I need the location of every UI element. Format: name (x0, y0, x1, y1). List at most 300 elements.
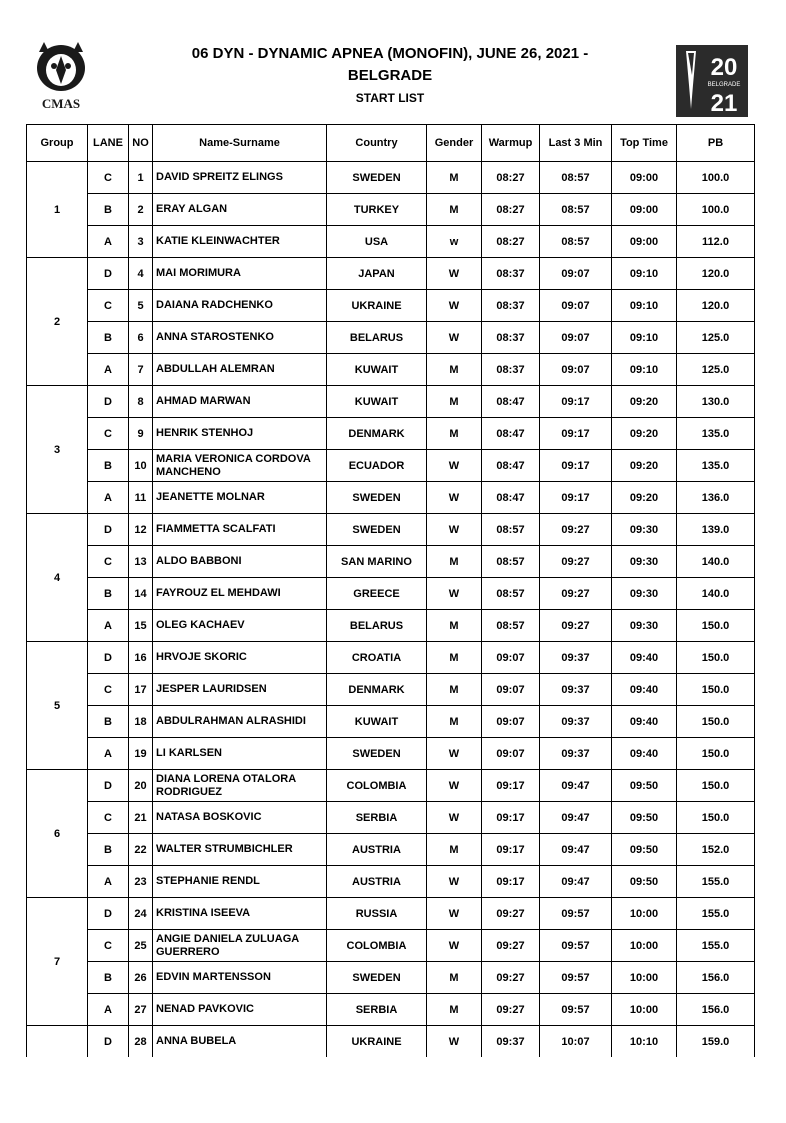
country-cell: SWEDEN (327, 738, 427, 770)
toptime-cell: 09:10 (612, 322, 677, 354)
name-cell: DAIANA RADCHENKO (153, 290, 327, 322)
warmup-cell: 08:27 (482, 194, 540, 226)
name-cell: KRISTINA ISEEVA (153, 898, 327, 930)
warmup-cell: 08:47 (482, 418, 540, 450)
country-cell: SWEDEN (327, 482, 427, 514)
number-cell: 12 (129, 514, 153, 546)
table-row (27, 258, 755, 290)
last3-cell: 09:27 (540, 610, 612, 642)
col-header-toptime: Top Time (612, 125, 677, 162)
lane-cell: C (88, 930, 129, 962)
gender-cell: W (427, 930, 482, 962)
toptime-cell: 10:00 (612, 962, 677, 994)
toptime-cell: 09:00 (612, 162, 677, 194)
gender-cell: M (427, 642, 482, 674)
warmup-cell: 08:37 (482, 290, 540, 322)
lane-cell: B (88, 578, 129, 610)
name-cell: ABDULRAHMAN ALRASHIDI (153, 706, 327, 738)
warmup-cell: 09:27 (482, 962, 540, 994)
gender-cell: W (427, 450, 482, 482)
gender-cell: W (427, 770, 482, 802)
name-cell: NATASA BOSKOVIC (153, 802, 327, 834)
toptime-cell: 09:10 (612, 354, 677, 386)
lane-cell: B (88, 322, 129, 354)
col-header-last3: Last 3 Min (540, 125, 612, 162)
lane-cell: A (88, 994, 129, 1026)
table-row (27, 194, 755, 226)
country-cell: KUWAIT (327, 706, 427, 738)
table-row (27, 386, 755, 418)
number-cell: 6 (129, 322, 153, 354)
number-cell: 13 (129, 546, 153, 578)
warmup-cell: 09:17 (482, 802, 540, 834)
name-cell: ALDO BABBONI (153, 546, 327, 578)
gender-cell: M (427, 706, 482, 738)
gender-cell: W (427, 290, 482, 322)
toptime-cell: 10:00 (612, 994, 677, 1026)
warmup-cell: 08:57 (482, 546, 540, 578)
name-cell: ERAY ALGAN (153, 194, 327, 226)
pb-cell: 139.0 (677, 514, 755, 546)
lane-cell: A (88, 226, 129, 258)
last3-cell: 09:07 (540, 354, 612, 386)
table-row (27, 642, 755, 674)
toptime-cell: 09:40 (612, 642, 677, 674)
warmup-cell: 08:37 (482, 258, 540, 290)
group-cell: 2 (27, 258, 88, 386)
toptime-cell: 09:20 (612, 418, 677, 450)
name-cell: MAI MORIMURA (153, 258, 327, 290)
gender-cell: M (427, 546, 482, 578)
gender-cell: M (427, 610, 482, 642)
gender-cell: W (427, 802, 482, 834)
warmup-cell: 08:37 (482, 354, 540, 386)
page-title-line2: BELGRADE (347, 67, 433, 84)
lane-cell: D (88, 514, 129, 546)
pb-cell: 155.0 (677, 898, 755, 930)
country-cell: BELARUS (327, 322, 427, 354)
last3-cell: 09:57 (540, 930, 612, 962)
table-row (27, 898, 755, 930)
toptime-cell: 09:40 (612, 706, 677, 738)
pb-cell: 150.0 (677, 706, 755, 738)
toptime-cell: 09:30 (612, 514, 677, 546)
gender-cell: M (427, 834, 482, 866)
country-cell: DENMARK (327, 674, 427, 706)
table-header-row (27, 125, 755, 162)
country-cell: SWEDEN (327, 514, 427, 546)
toptime-cell: 09:40 (612, 738, 677, 770)
name-cell: FIAMMETTA SCALFATI (153, 514, 327, 546)
gender-cell: W (427, 514, 482, 546)
country-cell: COLOMBIA (327, 770, 427, 802)
last3-cell: 09:37 (540, 642, 612, 674)
lane-cell: D (88, 386, 129, 418)
table-row (27, 770, 755, 802)
toptime-cell: 10:10 (612, 1026, 677, 1058)
warmup-cell: 09:07 (482, 642, 540, 674)
toptime-cell: 09:50 (612, 770, 677, 802)
pb-cell: 150.0 (677, 770, 755, 802)
pb-cell: 135.0 (677, 418, 755, 450)
toptime-cell: 09:40 (612, 674, 677, 706)
table-row (27, 994, 755, 1026)
name-cell: ANNA BUBELA (153, 1026, 327, 1058)
country-cell: AUSTRIA (327, 866, 427, 898)
last3-cell: 09:17 (540, 386, 612, 418)
number-cell: 21 (129, 802, 153, 834)
table-row (27, 610, 755, 642)
last3-cell: 09:57 (540, 962, 612, 994)
pb-cell: 120.0 (677, 258, 755, 290)
warmup-cell: 09:27 (482, 930, 540, 962)
gender-cell: W (427, 482, 482, 514)
table-row (27, 450, 755, 482)
number-cell: 20 (129, 770, 153, 802)
gender-cell: M (427, 194, 482, 226)
group-cell: 1 (27, 162, 88, 258)
toptime-cell: 10:00 (612, 898, 677, 930)
number-cell: 1 (129, 162, 153, 194)
toptime-cell: 10:00 (612, 930, 677, 962)
toptime-cell: 09:50 (612, 866, 677, 898)
toptime-cell: 09:10 (612, 258, 677, 290)
col-header-group: Group (27, 125, 88, 162)
number-cell: 8 (129, 386, 153, 418)
col-header-warmup: Warmup (482, 125, 540, 162)
warmup-cell: 08:57 (482, 514, 540, 546)
lane-cell: C (88, 674, 129, 706)
pb-cell: 100.0 (677, 194, 755, 226)
country-cell: KUWAIT (327, 354, 427, 386)
lane-cell: A (88, 738, 129, 770)
number-cell: 2 (129, 194, 153, 226)
country-cell: GREECE (327, 578, 427, 610)
pb-cell: 112.0 (677, 226, 755, 258)
number-cell: 15 (129, 610, 153, 642)
warmup-cell: 08:47 (482, 386, 540, 418)
warmup-cell: 09:07 (482, 738, 540, 770)
warmup-cell: 08:37 (482, 322, 540, 354)
lane-cell: C (88, 802, 129, 834)
pb-cell: 159.0 (677, 1026, 755, 1058)
pb-cell: 100.0 (677, 162, 755, 194)
cmas-logo-text: CMAS (41, 96, 81, 111)
warmup-cell: 08:47 (482, 450, 540, 482)
pb-cell: 150.0 (677, 642, 755, 674)
gender-cell: M (427, 418, 482, 450)
col-header-name: Name-Surname (153, 125, 327, 162)
gender-cell: M (427, 162, 482, 194)
col-header-pb: PB (677, 125, 755, 162)
number-cell: 10 (129, 450, 153, 482)
table-row (27, 1026, 755, 1058)
number-cell: 9 (129, 418, 153, 450)
name-cell: MARIA VERONICA CORDOVA MANCHENO (153, 450, 327, 482)
warmup-cell: 08:27 (482, 162, 540, 194)
country-cell: SAN MARINO (327, 546, 427, 578)
country-cell: ECUADOR (327, 450, 427, 482)
last3-cell: 09:07 (540, 290, 612, 322)
country-cell: SWEDEN (327, 962, 427, 994)
number-cell: 4 (129, 258, 153, 290)
country-cell: SERBIA (327, 802, 427, 834)
lane-cell: A (88, 482, 129, 514)
last3-cell: 09:17 (540, 418, 612, 450)
lane-cell: B (88, 450, 129, 482)
number-cell: 17 (129, 674, 153, 706)
gender-cell: W (427, 1026, 482, 1058)
country-cell: DENMARK (327, 418, 427, 450)
lane-cell: B (88, 706, 129, 738)
name-cell: DIANA LORENA OTALORA RODRIGUEZ (153, 770, 327, 802)
pb-cell: 120.0 (677, 290, 755, 322)
lane-cell: C (88, 290, 129, 322)
pb-cell: 150.0 (677, 802, 755, 834)
col-header-lane: LANE (88, 125, 129, 162)
lane-cell: B (88, 194, 129, 226)
belgrade-2021-logo (676, 45, 748, 117)
logo-year-top: 20 (710, 54, 738, 81)
warmup-cell: 09:07 (482, 706, 540, 738)
last3-cell: 09:57 (540, 994, 612, 1026)
table-body (27, 162, 755, 1058)
table-row (27, 322, 755, 354)
number-cell: 19 (129, 738, 153, 770)
toptime-cell: 09:00 (612, 226, 677, 258)
name-cell: AHMAD MARWAN (153, 386, 327, 418)
table-row (27, 866, 755, 898)
gender-cell: M (427, 994, 482, 1026)
page-subtitle: START LIST (355, 91, 425, 105)
last3-cell: 08:57 (540, 162, 612, 194)
last3-cell: 09:57 (540, 898, 612, 930)
lane-cell: D (88, 770, 129, 802)
table-row (27, 834, 755, 866)
toptime-cell: 09:20 (612, 482, 677, 514)
last3-cell: 09:47 (540, 866, 612, 898)
pb-cell: 156.0 (677, 962, 755, 994)
warmup-cell: 09:37 (482, 1026, 540, 1058)
last3-cell: 09:37 (540, 674, 612, 706)
last3-cell: 09:27 (540, 546, 612, 578)
pb-cell: 150.0 (677, 610, 755, 642)
pb-cell: 150.0 (677, 738, 755, 770)
table-row (27, 706, 755, 738)
pb-cell: 155.0 (677, 930, 755, 962)
lane-cell: B (88, 962, 129, 994)
gender-cell: w (427, 226, 482, 258)
table-row (27, 354, 755, 386)
name-cell: HRVOJE SKORIC (153, 642, 327, 674)
last3-cell: 09:27 (540, 514, 612, 546)
number-cell: 16 (129, 642, 153, 674)
pb-cell: 152.0 (677, 834, 755, 866)
country-cell: UKRAINE (327, 290, 427, 322)
country-cell: KUWAIT (327, 386, 427, 418)
toptime-cell: 09:30 (612, 578, 677, 610)
number-cell: 25 (129, 930, 153, 962)
toptime-cell: 09:20 (612, 386, 677, 418)
table-row (27, 162, 755, 194)
lane-cell: C (88, 546, 129, 578)
warmup-cell: 08:57 (482, 610, 540, 642)
table-row (27, 290, 755, 322)
number-cell: 24 (129, 898, 153, 930)
name-cell: DAVID SPREITZ ELINGS (153, 162, 327, 194)
name-cell: ANGIE DANIELA ZULUAGA GUERRERO (153, 930, 327, 962)
cmas-logo (30, 40, 92, 112)
name-cell: KATIE KLEINWACHTER (153, 226, 327, 258)
number-cell: 5 (129, 290, 153, 322)
last3-cell: 08:57 (540, 194, 612, 226)
country-cell: TURKEY (327, 194, 427, 226)
name-cell: LI KARLSEN (153, 738, 327, 770)
country-cell: RUSSIA (327, 898, 427, 930)
table-row (27, 930, 755, 962)
warmup-cell: 09:17 (482, 866, 540, 898)
group-cell: 6 (27, 770, 88, 898)
group-cell: 5 (27, 642, 88, 770)
toptime-cell: 09:30 (612, 610, 677, 642)
country-cell: BELARUS (327, 610, 427, 642)
number-cell: 22 (129, 834, 153, 866)
lane-cell: D (88, 898, 129, 930)
lane-cell: D (88, 642, 129, 674)
table-row (27, 674, 755, 706)
last3-cell: 09:37 (540, 706, 612, 738)
table-row (27, 578, 755, 610)
warmup-cell: 09:27 (482, 994, 540, 1026)
toptime-cell: 09:20 (612, 450, 677, 482)
country-cell: AUSTRIA (327, 834, 427, 866)
lane-cell: B (88, 834, 129, 866)
warmup-cell: 09:27 (482, 898, 540, 930)
gender-cell: W (427, 866, 482, 898)
warmup-cell: 09:07 (482, 674, 540, 706)
number-cell: 27 (129, 994, 153, 1026)
toptime-cell: 09:50 (612, 834, 677, 866)
pb-cell: 155.0 (677, 866, 755, 898)
lane-cell: C (88, 418, 129, 450)
toptime-cell: 09:30 (612, 546, 677, 578)
start-list-table (26, 124, 755, 1057)
last3-cell: 09:07 (540, 322, 612, 354)
group-cell (27, 1026, 88, 1058)
lane-cell: A (88, 354, 129, 386)
last3-cell: 09:17 (540, 450, 612, 482)
warmup-cell: 08:57 (482, 578, 540, 610)
name-cell: JEANETTE MOLNAR (153, 482, 327, 514)
number-cell: 7 (129, 354, 153, 386)
name-cell: JESPER LAURIDSEN (153, 674, 327, 706)
number-cell: 18 (129, 706, 153, 738)
logo-year-bottom: 21 (710, 90, 738, 117)
warmup-cell: 08:47 (482, 482, 540, 514)
last3-cell: 08:57 (540, 226, 612, 258)
pb-cell: 140.0 (677, 578, 755, 610)
name-cell: ABDULLAH ALEMRAN (153, 354, 327, 386)
table-row (27, 962, 755, 994)
group-cell: 7 (27, 898, 88, 1026)
last3-cell: 09:47 (540, 834, 612, 866)
last3-cell: 09:17 (540, 482, 612, 514)
pb-cell: 125.0 (677, 354, 755, 386)
country-cell: CROATIA (327, 642, 427, 674)
table-row (27, 514, 755, 546)
logo-city: BELGRADE (707, 82, 741, 88)
country-cell: JAPAN (327, 258, 427, 290)
warmup-cell: 08:27 (482, 226, 540, 258)
table-row (27, 546, 755, 578)
table-row (27, 738, 755, 770)
name-cell: EDVIN MARTENSSON (153, 962, 327, 994)
toptime-cell: 09:00 (612, 194, 677, 226)
lane-cell: D (88, 1026, 129, 1058)
gender-cell: W (427, 258, 482, 290)
number-cell: 28 (129, 1026, 153, 1058)
last3-cell: 09:47 (540, 770, 612, 802)
name-cell: STEPHANIE RENDL (153, 866, 327, 898)
country-cell: COLOMBIA (327, 930, 427, 962)
pb-cell: 125.0 (677, 322, 755, 354)
group-cell: 3 (27, 386, 88, 514)
name-cell: NENAD PAVKOVIC (153, 994, 327, 1026)
col-header-country: Country (327, 125, 427, 162)
gender-cell: W (427, 738, 482, 770)
table-row (27, 482, 755, 514)
table-row (27, 802, 755, 834)
table-row (27, 418, 755, 450)
pb-cell: 135.0 (677, 450, 755, 482)
lane-cell: A (88, 610, 129, 642)
number-cell: 26 (129, 962, 153, 994)
number-cell: 11 (129, 482, 153, 514)
name-cell: HENRIK STENHOJ (153, 418, 327, 450)
number-cell: 14 (129, 578, 153, 610)
country-cell: SERBIA (327, 994, 427, 1026)
col-header-gender: Gender (427, 125, 482, 162)
last3-cell: 09:37 (540, 738, 612, 770)
group-cell: 4 (27, 514, 88, 642)
last3-cell: 10:07 (540, 1026, 612, 1058)
gender-cell: M (427, 354, 482, 386)
gender-cell: W (427, 578, 482, 610)
page-title-line1: 06 DYN - DYNAMIC APNEA (MONOFIN), JUNE 26, 2021 - (191, 45, 589, 62)
number-cell: 3 (129, 226, 153, 258)
gender-cell: M (427, 962, 482, 994)
country-cell: UKRAINE (327, 1026, 427, 1058)
warmup-cell: 09:17 (482, 834, 540, 866)
country-cell: USA (327, 226, 427, 258)
name-cell: WALTER STRUMBICHLER (153, 834, 327, 866)
warmup-cell: 09:17 (482, 770, 540, 802)
gender-cell: M (427, 386, 482, 418)
pb-cell: 150.0 (677, 674, 755, 706)
country-cell: SWEDEN (327, 162, 427, 194)
last3-cell: 09:07 (540, 258, 612, 290)
last3-cell: 09:27 (540, 578, 612, 610)
name-cell: ANNA STAROSTENKO (153, 322, 327, 354)
pb-cell: 130.0 (677, 386, 755, 418)
col-header-no: NO (129, 125, 153, 162)
pb-cell: 140.0 (677, 546, 755, 578)
table-row (27, 226, 755, 258)
pb-cell: 136.0 (677, 482, 755, 514)
name-cell: FAYROUZ EL MEHDAWI (153, 578, 327, 610)
last3-cell: 09:47 (540, 802, 612, 834)
gender-cell: W (427, 322, 482, 354)
